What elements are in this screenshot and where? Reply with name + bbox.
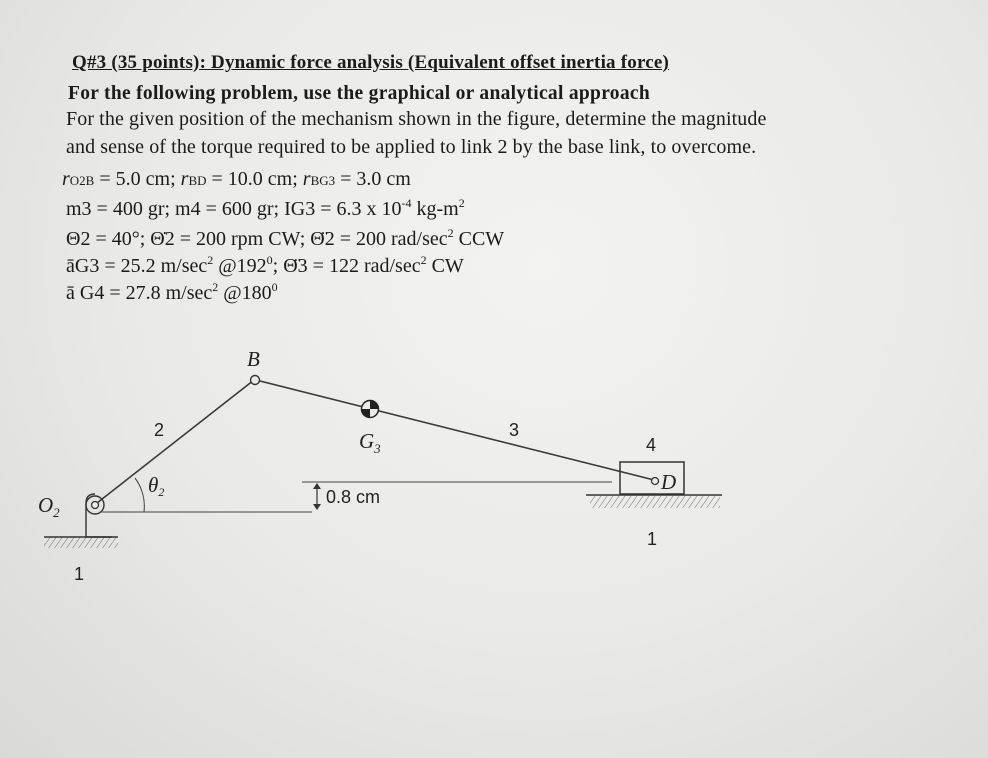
ground-slider: [586, 495, 722, 508]
r-o2b-value: = 5.0 cm;: [94, 168, 181, 190]
pin-d: [652, 478, 659, 485]
link-2: [97, 380, 254, 503]
label-link-3: 3: [509, 420, 520, 440]
label-o2: [38, 493, 60, 520]
label-ground-right: 1: [647, 529, 658, 549]
r-bd-subscript: BD: [188, 173, 207, 188]
pin-b: [251, 376, 260, 385]
theta-text: Θ2 = 40°; Θ̇2 = 200 rpm CW; Θ̈2 = 200 rad/sec: [66, 228, 448, 250]
label-theta-letter: θ: [148, 473, 159, 497]
link-3: [256, 380, 657, 480]
acc-g3-text: āG3 = 25.2 m/sec: [66, 255, 208, 277]
label-theta-subscript: 2: [158, 485, 165, 499]
label-g3-subscript: 3: [374, 441, 381, 456]
acc3-text: ; Θ̈3 = 122 rad/sec: [272, 255, 421, 277]
inertia-exponent: -4: [401, 196, 412, 210]
label-link-2: 2: [154, 420, 165, 440]
r-bg3-symbol: r: [302, 168, 311, 190]
ground-pivot-o2: [44, 494, 118, 548]
g3-center-of-mass-icon: [362, 401, 379, 418]
label-offset: 0.8 cm: [326, 487, 381, 507]
r-bg3-subscript: BG3: [310, 173, 336, 188]
acc-g4-text: ā G4 = 27.8 m/sec: [66, 282, 213, 304]
label-g3: [359, 429, 381, 456]
theta-exponent: 2: [447, 226, 454, 240]
acc-g3-angle: @192: [213, 255, 267, 277]
label-g3-letter: G: [359, 429, 375, 453]
theta2-arc: [135, 478, 144, 512]
label-b: B: [247, 347, 260, 371]
acc-g4-degree: 0: [271, 280, 278, 294]
question-instruction: For the following problem, use the graphical or analytical approach: [68, 83, 651, 104]
r-bd-value: = 10.0 cm;: [206, 168, 303, 190]
label-theta2: [148, 473, 164, 499]
label-link-4: 4: [646, 435, 657, 455]
acc-g3-exponent: 2: [207, 253, 214, 267]
acc3-exponent: 2: [420, 253, 427, 267]
acc-g4-exponent: 2: [212, 280, 219, 294]
acc-g3-degree: 0: [266, 253, 273, 267]
label-ground-left: 1: [74, 564, 85, 584]
acc3-sense: CW: [426, 255, 464, 277]
r-o2b-subscript: O2B: [69, 173, 95, 188]
masses-text: m3 = 400 gr; m4 = 600 gr; IG3 = 6.3 x 10: [66, 198, 402, 220]
inertia-unit: kg-m: [411, 198, 459, 220]
r-o2b-symbol: r: [62, 168, 70, 190]
label-o2-subscript: 2: [53, 505, 60, 520]
question-title: Q#3 (35 points): Dynamic force analysis (Equivalent offset inertia force): [72, 52, 670, 73]
question-description-line2: and sense of the torque required to be applied to link 2 by the base link, to overcome.: [66, 136, 757, 158]
r-bg3-value: = 3.0 cm: [335, 168, 411, 190]
question-description-line1: For the given position of the mechanism shown in the figure, determine the magnitude: [66, 108, 767, 130]
label-d: D: [661, 470, 677, 494]
acc-g4-angle: @180: [218, 282, 272, 304]
offset-dimension: [313, 483, 321, 510]
inertia-unit-exponent: 2: [458, 196, 465, 210]
r-bd-symbol: r: [180, 168, 189, 190]
theta-sense: CCW: [453, 228, 505, 250]
label-o2-letter: O: [38, 493, 54, 517]
